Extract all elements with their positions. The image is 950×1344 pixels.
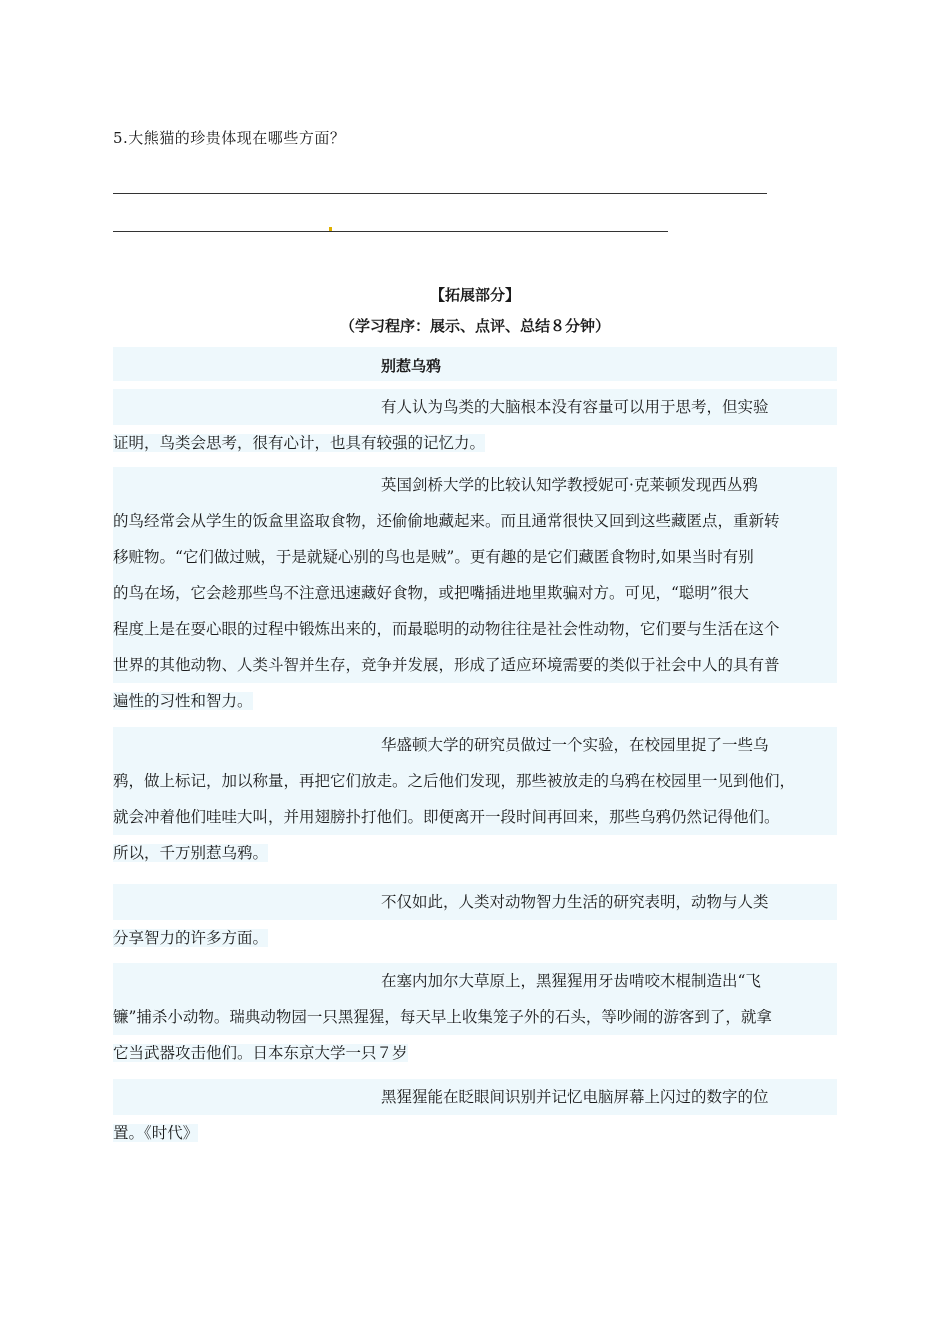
paragraph-line: 世界的其他动物、人类斗智并生存，竞争并发展，形成了适应环境需要的类似于社会中人的具有普 [113, 647, 837, 683]
paragraph-2 [113, 467, 837, 719]
section-subtitle: （学习程序：展示、点评、总结８分钟） [339, 317, 610, 335]
paragraph-line: 移赃物。“它们做过贼，于是就疑心别的鸟也是贼”。更有趣的是它们藏匿食物时,如果当时有别 [113, 539, 837, 575]
paragraph-6 [113, 1079, 837, 1151]
paragraph-line: 不仅如此，人类对动物智力生活的研究表明，动物与人类 [113, 884, 837, 920]
question-5: 5.大熊猫的珍贵体现在哪些方面？ [113, 129, 346, 147]
paragraph-line: 镰”捕杀小动物。瑞典动物园一只黑猩猩，每天早上收集笼子外的石头，等吵闹的游客到了，就拿 [113, 999, 837, 1035]
paragraph-line: 英国剑桥大学的比较认知学教授妮可·克莱顿发现西丛鸦 [113, 467, 837, 503]
paragraph-line: 程度上是在耍心眼的过程中锻炼出来的，而最聪明的动物往往是社会性动物，它们要与生活在这个 [113, 611, 837, 647]
paragraph-line: 就会冲着他们哇哇大叫，并用翅膀扑打他们。即便离开一段时间再回来，那些乌鸦仍然记得他们。 [113, 799, 837, 835]
answer-line-1 [113, 193, 767, 194]
paragraph-line: 在塞内加尔大草原上，黑猩猩用牙齿啃咬木棍制造出“飞 [113, 963, 837, 999]
paragraph-4 [113, 884, 837, 956]
passage-title: 别惹乌鸦 [113, 347, 837, 381]
yellow-mark [329, 227, 332, 231]
paragraph-line: 鸦，做上标记，加以称量，再把它们放走。之后他们发现，那些被放走的乌鸦在校园里一见到他们， [113, 763, 837, 799]
reading-passage [113, 347, 837, 1147]
paragraph-5 [113, 963, 837, 1071]
paragraph-3 [113, 727, 837, 871]
paragraph-line: 置。《时代》 [113, 1124, 199, 1142]
section-title: 【拓展部分】 [429, 286, 520, 304]
paragraph-line: 它当武器攻击他们。日本东京大学一只７岁 [113, 1044, 408, 1062]
paragraph-line: 的鸟经常会从学生的饭盒里盗取食物，还偷偷地藏起来。而且通常很快又回到这些藏匿点，重新转 [113, 503, 837, 539]
paragraph-line: 所以，千万别惹乌鸦。 [113, 844, 269, 862]
answer-line-2 [113, 231, 668, 232]
paragraph-line: 黑猩猩能在眨眼间识别并记忆电脑屏幕上闪过的数字的位 [113, 1079, 837, 1115]
paragraph-line: 遍性的习性和智力。 [113, 692, 253, 710]
paragraph-1 [113, 389, 837, 461]
paragraph-line: 分享智力的许多方面。 [113, 929, 269, 947]
paragraph-line: 的鸟在场，它会趁那些鸟不注意迅速藏好食物，或把嘴插进地里欺骗对方。可见，“聪明”很大 [113, 575, 837, 611]
paragraph-line: 证明，鸟类会思考，很有心计，也具有较强的记忆力。 [113, 434, 486, 452]
paragraph-line: 有人认为鸟类的大脑根本没有容量可以用于思考，但实验 [113, 389, 837, 425]
paragraph-line: 华盛顿大学的研究员做过一个实验，在校园里捉了一些乌 [113, 727, 837, 763]
